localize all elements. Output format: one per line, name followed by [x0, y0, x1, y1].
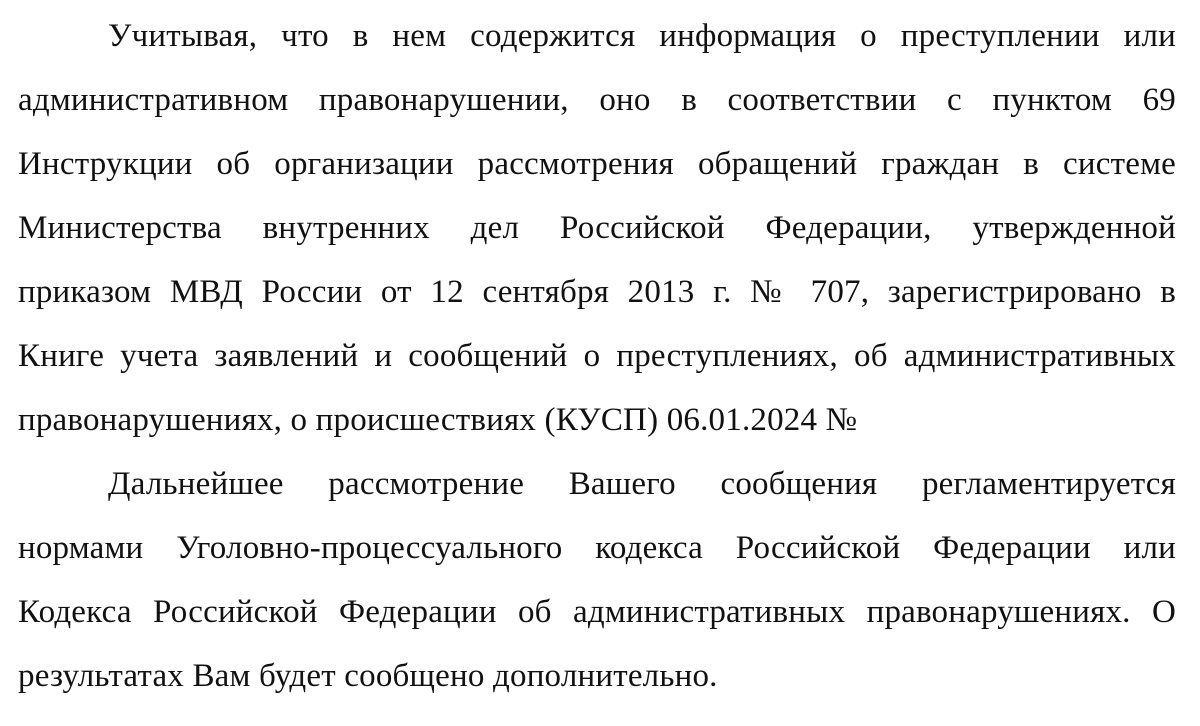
paragraph-line: Дальнейшее рассмотрение Вашего сообщения регламентируется [108, 466, 1176, 502]
paragraph-line: результатах Вам будет сообщено дополнительно. [18, 658, 718, 694]
paragraph-line: правонарушениях, о происшествиях (КУСП) 06.01.2024 № [18, 402, 858, 438]
paragraph-line: Учитывая, что в нем содержится информация о преступлении или [108, 18, 1176, 54]
paragraph-line: нормами Уголовно-процессуального кодекса Российской Федерации или [18, 530, 1176, 566]
paragraph-line: административном правонарушении, оно в соответствии с пунктом 69 [18, 82, 1176, 118]
paragraph-line: Книге учета заявлений и сообщений о преступлениях, об административных [18, 338, 1176, 374]
paragraph-line: Министерства внутренних дел Российской Федерации, утвержденной [18, 210, 1176, 246]
paragraph-line: приказом МВД России от 12 сентября 2013 г. № 707, зарегистрировано в [18, 274, 1176, 310]
paragraph-line: Инструкции об организации рассмотрения обращений граждан в системе [18, 146, 1176, 182]
paragraph-line: Кодекса Российской Федерации об административных правонарушениях. О [18, 594, 1176, 630]
